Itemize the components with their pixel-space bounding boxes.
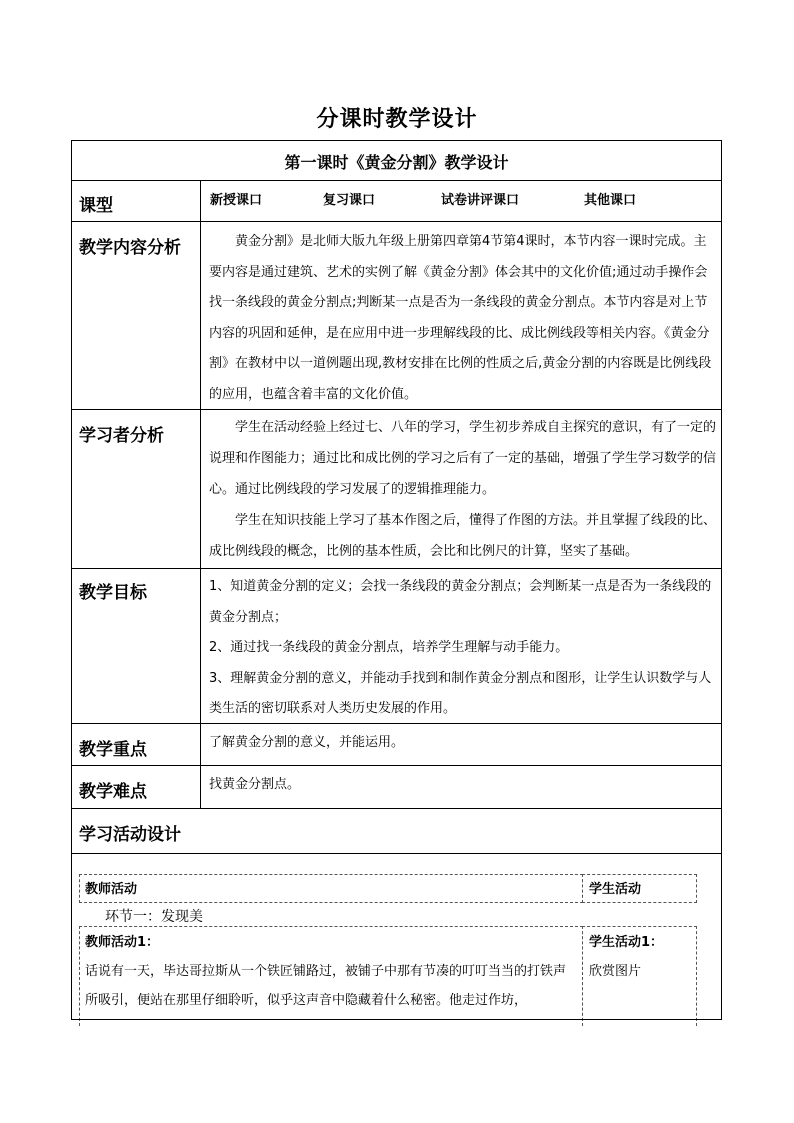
row-divider	[71, 765, 722, 766]
row-divider	[71, 180, 722, 181]
lesson-title: 第一课时《黄金分割》教学设计	[284, 153, 509, 172]
learner-analysis-text: 学生在活动经验上经过七、八年的学习，学生初步养成自主探究的意识，有了一定的说理和作图能力；通过比和成比例的学习之后有了一定的基础，增强了学生学习数学的信心。通过比例线段的学习发展了的逻辑推理能力。 学生在知识技能上学习了基本作图之后，懂得了作图的方法。并且掌握了线段的比、成比例线段的概念，比例的基本性质，会比和比例尺的计算，坚实了基础。	[209, 420, 717, 559]
key-point-label: 教学重点	[79, 740, 147, 760]
teacher-header: 教师活动	[85, 882, 138, 897]
teacher-activity-text: 话说有一天，毕达哥拉斯从一个铁匠铺路过，被铺子中那有节凑的叮叮当当的打铁声所吸引，便站在那里仔细聆听，似乎这声音中隐藏着什么秘密。他走过作坊，	[85, 964, 567, 1008]
objective-item: 3、理解黄金分割的意义，并能动手找到和制作黄金分割点和图形，让学生认识数学与人类生活的密切联系对人类历史发展的作用。	[209, 670, 712, 716]
content-analysis-text: 黄金分割》是北师大版九年级上册第四章第4节第4课时，本节内容一课时完成。主要内容是通过建筑、艺术的实例了解《黄金分割》体会其中的文化价值;通过动手操作会找一条线段的黄金分割点;判断某一点是否为一条线段的黄金分割点。本节内容是对上节内容的巩固和延伸，是在应用中进一步理解线段的比、成比例线段等相关内容。《黄金分割》在教材中以一道例题出现,教材安排在比例的性质之后,黄金分割的内容既是比例线段的应用，也蕴含着丰富的文化价值。	[209, 234, 712, 402]
course-type-option: 新授课口	[210, 193, 263, 208]
content-analysis-label: 教学内容分析	[79, 238, 181, 258]
difficulty-label: 教学难点	[79, 782, 147, 802]
key-point-text: 了解黄金分割的意义，并能运用。	[209, 735, 405, 750]
learner-analysis-label: 学习者分析	[79, 426, 164, 446]
row-divider	[71, 808, 722, 809]
activity-header-teacher-box	[79, 874, 583, 903]
section-heading: 环节一：发现美	[105, 909, 203, 925]
objective-item: 1、知道黄金分割的定义；会找一条线段的黄金分割点；会判断某一点是否为一条线段的黄金分割点；	[209, 579, 712, 625]
student-activity-text: 欣赏图片	[589, 964, 642, 979]
table-bottom-border	[71, 1019, 722, 1020]
objectives-label: 教学目标	[79, 583, 147, 603]
document-title: 分课时教学设计	[316, 106, 478, 132]
course-type-label: 课型	[79, 196, 113, 216]
course-type-option: 试卷讲评课口	[441, 193, 520, 208]
course-type-option: 其他课口	[584, 193, 637, 208]
course-type-option: 复习课口	[323, 193, 376, 208]
student-activity-title: 学生活动1：	[589, 935, 664, 950]
column-divider	[200, 180, 201, 808]
teacher-activity-title: 教师活动1：	[85, 935, 160, 950]
student-header: 学生活动	[589, 882, 642, 897]
objectives-text	[209, 572, 717, 725]
row-divider	[71, 568, 722, 569]
row-divider	[71, 853, 722, 854]
activity-design-label: 学习活动设计	[79, 825, 181, 845]
objective-item: 2、通过找一条线段的黄金分割点，培养学生理解与动手能力。	[209, 640, 569, 655]
row-divider	[71, 221, 722, 222]
difficulty-text: 找黄金分割点。	[209, 777, 301, 792]
